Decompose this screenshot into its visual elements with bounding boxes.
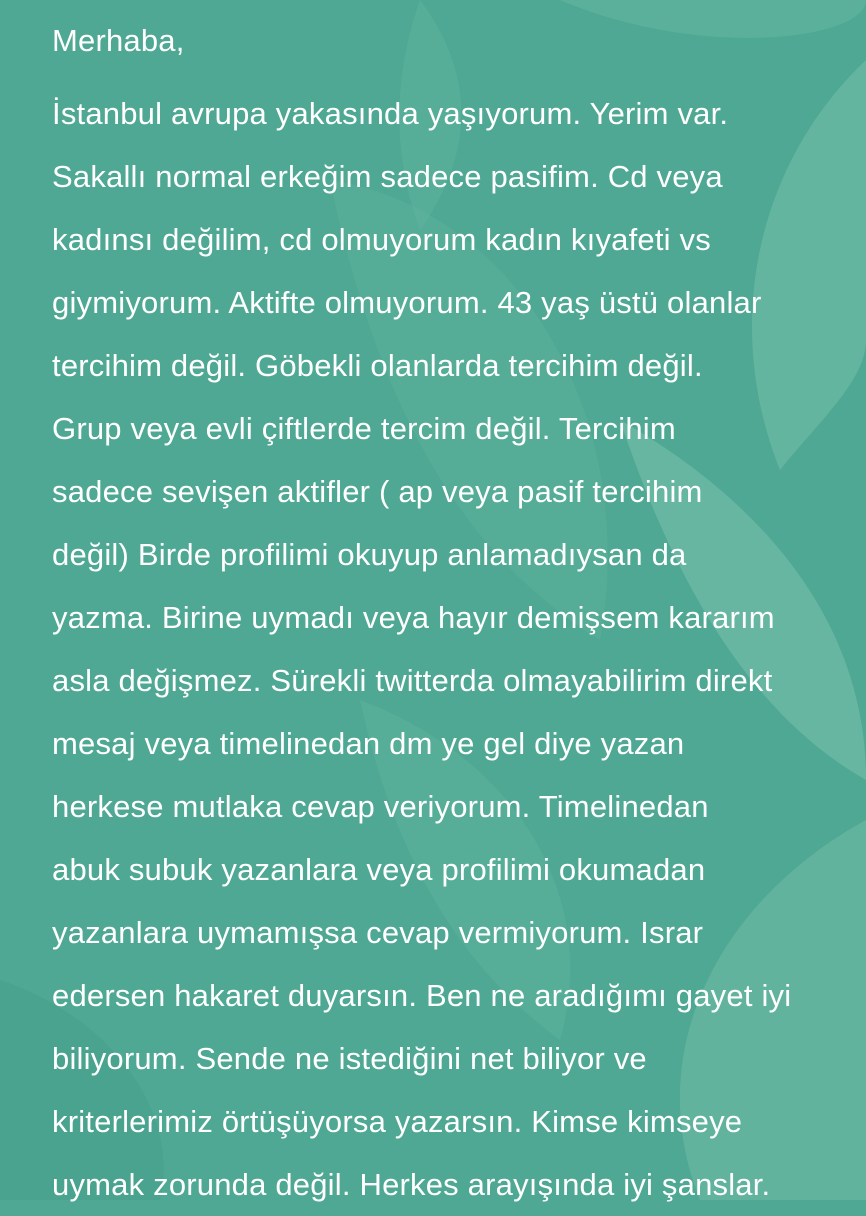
message-text (52, 0, 852, 1216)
text-line: kriterlerimiz örtüşüyorsa yazarsın. Kimse kimseye (52, 1104, 743, 1139)
text-line: tercihim değil. Göbekli olanlarda tercihim değil. (52, 348, 703, 383)
greeting-line: Merhaba, (52, 23, 185, 58)
text-line: sadece sevişen aktifler ( ap veya pasif tercihim (52, 474, 703, 509)
text-line: edersen hakaret duyarsın. Ben ne aradığımı gayet iyi (52, 978, 792, 1013)
text-line: İstanbul avrupa yakasında yaşıyorum. Yerim var. (52, 96, 729, 131)
text-line: kadınsı değilim, cd olmuyorum kadın kıyafeti vs (52, 222, 711, 257)
text-line: Grup veya evli çiftlerde tercim değil. Tercihim (52, 411, 676, 446)
text-line: abuk subuk yazanlara veya profilimi okumadan (52, 852, 706, 887)
text-line: giymiyorum. Aktifte olmuyorum. 43 yaş üstü olanlar (52, 285, 762, 320)
text-line: mesaj veya timelinedan dm ye gel diye yazan (52, 726, 685, 761)
text-line: değil) Birde profilimi okuyup anlamadıysan da (52, 537, 687, 572)
text-line: herkese mutlaka cevap veriyorum. Timelinedan (52, 789, 709, 824)
text-line: asla değişmez. Sürekli twitterda olmayabilirim direkt (52, 663, 773, 698)
text-line: biliyorum. Sende ne istediğini net biliyor ve (52, 1041, 647, 1076)
text-line: uymak zorunda değil. Herkes arayışında iyi şanslar. (52, 1167, 771, 1202)
text-line: Sakallı normal erkeğim sadece pasifim. Cd veya (52, 159, 723, 194)
text-line: yazma. Birine uymadı veya hayır demişsem kararım (52, 600, 775, 635)
text-line: yazanlara uymamışsa cevap vermiyorum. Israr (52, 915, 704, 950)
